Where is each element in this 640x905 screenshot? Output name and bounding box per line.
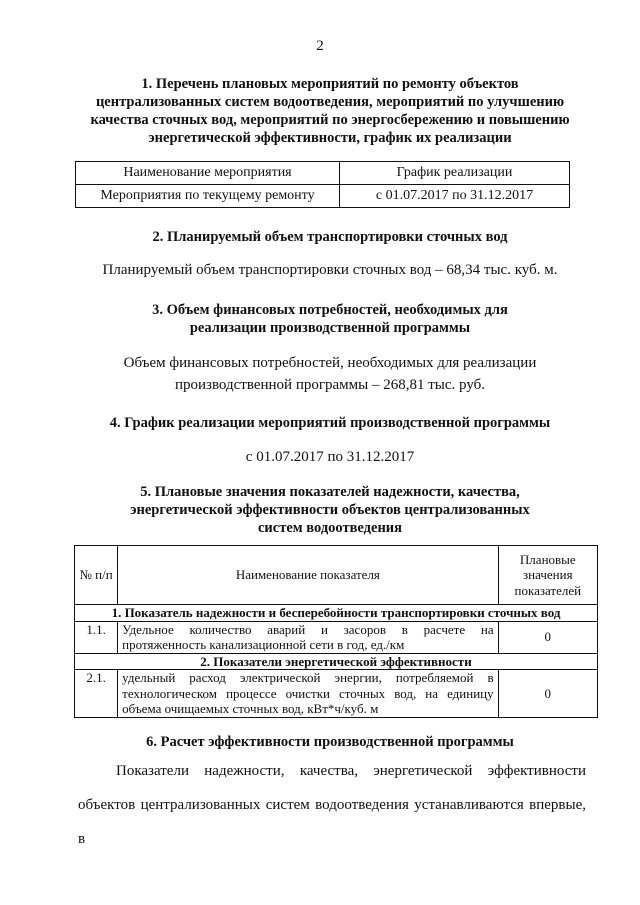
activities-table xyxy=(75,161,570,208)
section-1-heading xyxy=(60,75,600,147)
text-line: производственной программы – 268,81 тыс. руб. xyxy=(174,377,486,393)
table-cell: с 01.07.2017 по 31.12.2017 xyxy=(340,185,570,208)
heading-line: систем водоотведения xyxy=(257,520,403,536)
section-4-text: с 01.07.2017 по 31.12.2017 xyxy=(245,449,415,465)
heading-line: 4. График реализации мероприятий производственной программы xyxy=(109,415,551,431)
section-6-heading xyxy=(40,733,620,751)
heading-line: качества сточных вод, мероприятий по энергосбережению и повышению xyxy=(90,112,570,128)
row-number: 2.1. xyxy=(75,670,118,718)
section-title: 2. Показатели энергетической эффективности xyxy=(75,653,598,670)
table-section-row xyxy=(75,653,598,670)
section-2-heading xyxy=(60,228,600,246)
heading-line: 3. Объем финансовых потребностей, необходимых для xyxy=(152,302,508,318)
section-5-heading xyxy=(60,483,600,537)
section-2-text: Планируемый объем транспортировки сточных вод – 68,34 тыс. куб. м. xyxy=(102,262,558,278)
table-row xyxy=(76,185,570,208)
heading-line: 6. Расчет эффективности производственной программы xyxy=(146,734,514,750)
table-row xyxy=(75,670,598,718)
table-header-row xyxy=(75,546,598,605)
planned-value: 0 xyxy=(498,670,597,718)
planned-value: 0 xyxy=(498,621,597,653)
table-section-row xyxy=(75,605,598,622)
text-line: объема очищаемых сточных вод, кВт*ч/куб. м xyxy=(122,701,379,716)
column-header-number: № п/п xyxy=(75,546,118,605)
indicator-name xyxy=(118,670,498,718)
heading-line: реализации производственной программы xyxy=(189,320,471,336)
text-line: объектов централизованных систем водоотведения устанавливаются впервые, в xyxy=(78,797,586,847)
column-header-indicator: Наименование показателя xyxy=(118,546,498,605)
section-6-text xyxy=(78,754,586,856)
text-line: Удельное количество аварий и засоров в расчете на xyxy=(122,621,494,637)
section-title: 1. Показатель надежности и бесперебойности транспортировки сточных вод xyxy=(75,605,598,622)
text-line: протяженность канализационной сети в год, ед./км xyxy=(122,637,405,652)
page-number: 2 xyxy=(316,38,324,54)
column-header-planned-value: Плановые значения показателей xyxy=(498,546,597,605)
heading-line: энергетической эффективности объектов централизованных xyxy=(130,502,530,518)
heading-line: 1. Перечень плановых мероприятий по ремонту объектов xyxy=(141,76,519,92)
section-3-text xyxy=(40,352,620,396)
column-header-schedule: График реализации xyxy=(340,162,570,185)
column-header-activity: Наименование мероприятия xyxy=(76,162,340,185)
text-line: технологическом процессе очистки сточных вод, на единицу xyxy=(122,685,494,701)
table-row xyxy=(75,621,598,653)
indicators-table xyxy=(74,545,598,718)
heading-line: 5. Плановые значения показателей надежности, качества, xyxy=(140,484,520,500)
text-line: Объем финансовых потребностей, необходимых для реализации xyxy=(123,355,537,371)
text-line: Показатели надежности, качества, энергетической эффективности xyxy=(116,763,586,779)
heading-line: энергетической эффективности, график их реализации xyxy=(148,130,512,146)
section-3-heading xyxy=(60,301,600,337)
heading-line: централизованных систем водоотведения, мероприятий по улучшению xyxy=(95,94,565,110)
table-header-row xyxy=(76,162,570,185)
section-4-heading xyxy=(40,414,620,432)
table-cell: Мероприятия по текущему ремонту xyxy=(76,185,340,208)
heading-line: 2. Планируемый объем транспортировки сточных вод xyxy=(152,229,508,245)
indicator-name xyxy=(118,621,498,653)
text-line: удельный расход электрической энергии, потребляемой в xyxy=(122,670,494,685)
row-number: 1.1. xyxy=(75,621,118,653)
